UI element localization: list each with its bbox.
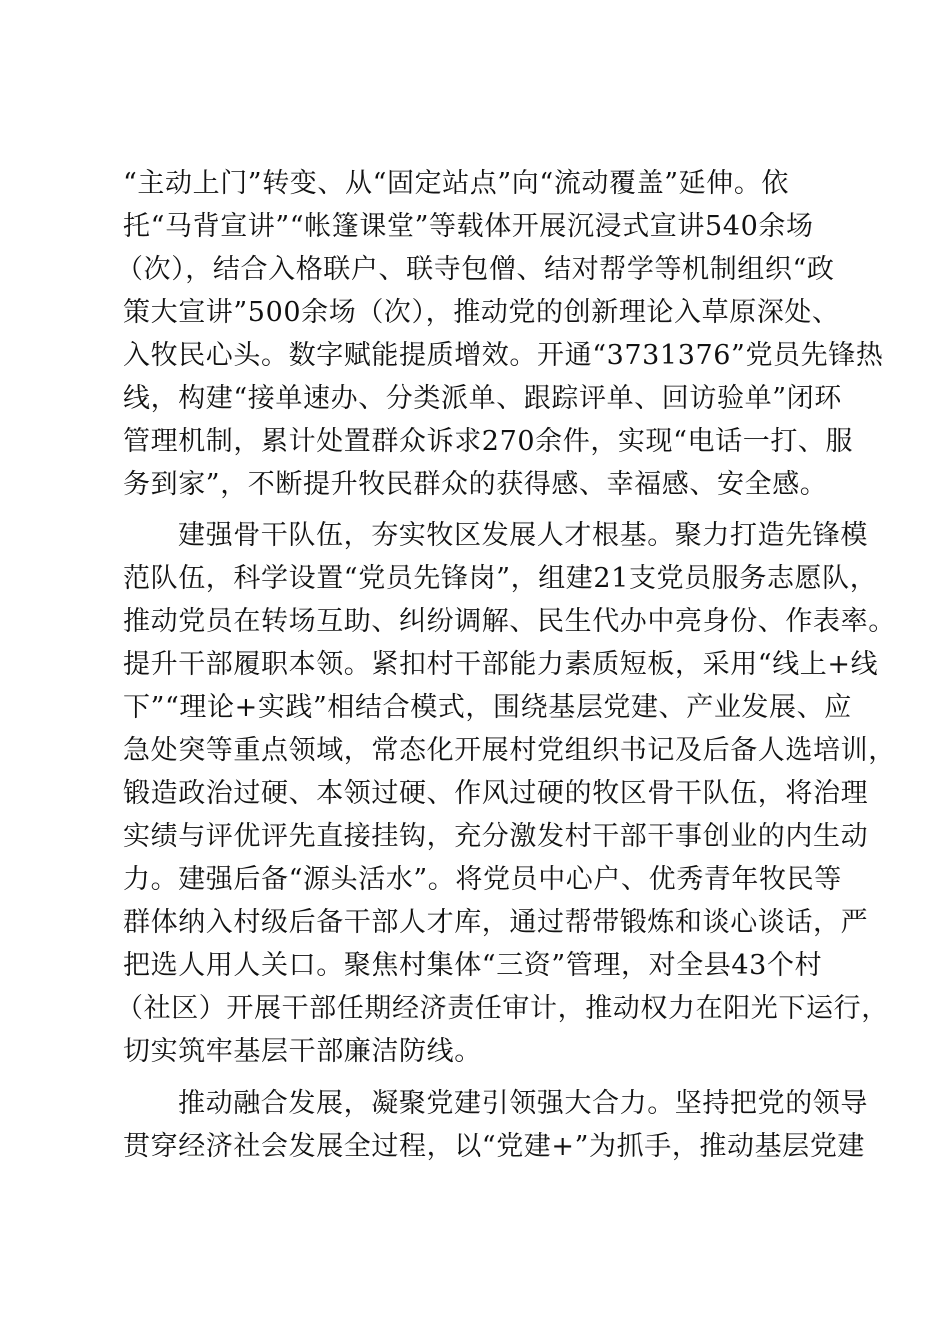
text-line: 推动党员在转场互助、纠纷调解、民生代办中亮身份、作表率。 (123, 606, 896, 637)
text-line: 力。建强后备“源头活水”。将党员中心户、优秀青年牧民等 (123, 864, 842, 895)
text-line: 策大宣讲”500余场（次），推动党的创新理论入草原深处、 (123, 297, 840, 328)
text-line: 贯穿经济社会发展全过程，以“党建+”为抓手，推动基层党建 (123, 1131, 866, 1162)
text-line: （次），结合入格联户、联寺包僧、结对帮学等机制组织“政 (116, 254, 835, 285)
text-line: 切实筑牢基层干部廉洁防线。 (123, 1036, 482, 1067)
text-line: 管理机制，累计处置群众诉求270余件，实现“电话一打、服 (123, 426, 854, 457)
text-line: 实绩与评优评先直接挂钩，充分激发村干部干事创业的内生动 (123, 821, 869, 852)
text-line: 急处突等重点领域，常态化开展村党组织书记及后备人选培训， (123, 735, 896, 766)
text-line: 群体纳入村级后备干部人才库，通过帮带锻炼和谈心谈话，严 (123, 907, 869, 938)
paragraph-first-line: 建强骨干队伍，夯实牧区发展人才根基。聚力打造先锋模 (178, 520, 868, 551)
text-line: 锻造政治过硬、本领过硬、作风过硬的牧区骨干队伍，将治理 (123, 778, 869, 809)
text-line: 入牧民心头。数字赋能提质增效。开通“3731376”党员先锋热 (123, 340, 884, 371)
paragraph-first-line: 推动融合发展，凝聚党建引领强大合力。坚持把党的领导 (178, 1088, 868, 1119)
text-line: 务到家”，不断提升牧民群众的获得感、幸福感、安全感。 (123, 469, 828, 500)
text-line: （社区）开展干部任期经济责任审计，推动权力在阳光下运行， (116, 993, 889, 1024)
text-line: 托“马背宣讲”“帐篷课堂”等载体开展沉浸式宣讲540余场 (123, 211, 814, 242)
text-line: 提升干部履职本领。紧扣村干部能力素质短板，采用“线上+线 (123, 649, 879, 680)
text-line: “主动上门”转变、从“固定站点”向“流动覆盖”延伸。依 (123, 168, 790, 199)
text-line: 范队伍，科学设置“党员先锋岗”，组建21支党员服务志愿队， (123, 563, 878, 594)
text-line: 下”“理论+实践”相结合模式，围绕基层党建、产业发展、应 (123, 692, 852, 723)
text-line: 把选人用人关口。聚焦村集体“三资”管理，对全县43个村 (123, 950, 823, 981)
text-line: 线，构建“接单速办、分类派单、跟踪评单、回访验单”闭环 (123, 383, 842, 414)
